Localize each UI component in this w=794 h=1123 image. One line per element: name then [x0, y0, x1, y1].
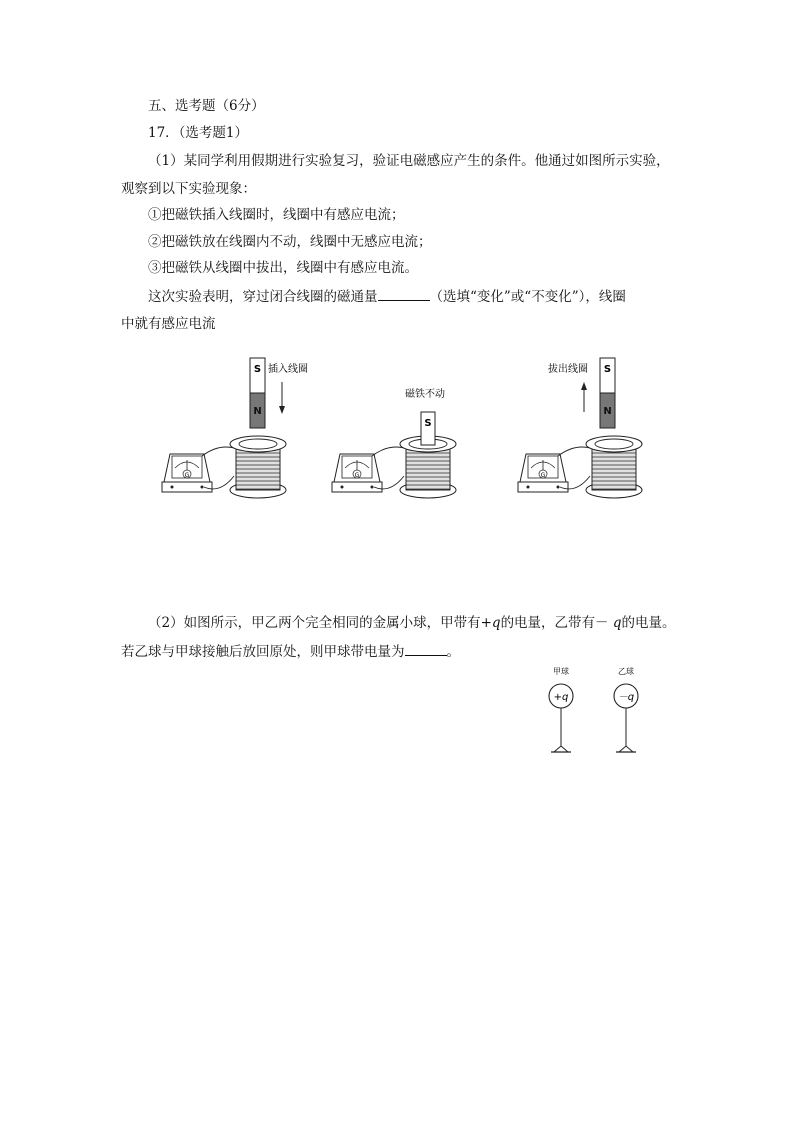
meter-label-3: G — [540, 472, 546, 479]
coil-3 — [586, 436, 642, 498]
observation-2: ②把磁铁放在线圈内不动，线圈中无感应电流； — [148, 234, 432, 250]
charge-q-symbol-2: q — [612, 615, 622, 631]
panel-insert — [162, 358, 308, 498]
answer-blank-2[interactable] — [405, 642, 447, 656]
observation-1: ①把磁铁插入线圈时，线圈中有感应电流； — [148, 207, 405, 223]
part2-line2-after: 。 — [446, 644, 460, 660]
ball-yi-charge: －q — [617, 692, 635, 703]
magnet-s-label-2: S — [424, 418, 432, 429]
meter-label-2: G — [354, 472, 360, 479]
coil-1 — [230, 436, 286, 498]
part2-line2 — [121, 642, 460, 661]
ball-jia-charge: +q — [553, 692, 569, 703]
panel1-label: 插入线圈 — [268, 364, 308, 375]
galvanometer-2 — [332, 454, 382, 492]
induction-experiment-figure — [160, 352, 660, 512]
conclusion-text-after: （选填“变化”或“不变化”），线圈 — [429, 289, 626, 305]
conclusion-text-before: 这次实验表明，穿过闭合线圈的磁通量 — [148, 289, 378, 305]
ball-yi-label: 乙球 — [618, 667, 634, 676]
meter-label-1: G — [184, 472, 190, 479]
ball-jia — [549, 666, 573, 752]
part2-text-a: （2）如图所示，甲乙两个完全相同的金属小球，甲带有+ — [148, 615, 492, 631]
ball-jia-label: 甲球 — [553, 667, 569, 676]
conclusion-line2: 中就有感应电流 — [121, 316, 216, 332]
magnet-n-label-3: N — [603, 406, 612, 417]
question-number: 17．（选考题1） — [148, 125, 249, 141]
part1-intro-line1: （1）某同学利用假期进行实验复习，验证电磁感应产生的条件。他通过如图所示实验， — [148, 153, 670, 169]
panel2-label: 磁铁不动 — [405, 389, 445, 400]
charge-q-symbol-1: q — [491, 615, 501, 631]
galvanometer-1 — [162, 454, 212, 492]
part2-text-b: 的电量，乙带有－ — [500, 615, 613, 631]
magnet-2 — [421, 412, 435, 445]
galvanometer-3 — [518, 454, 568, 492]
observation-3: ③把磁铁从线圈中拔出，线圈中有感应电流。 — [148, 260, 418, 276]
answer-blank-1[interactable] — [378, 287, 430, 301]
charged-balls-figure — [540, 660, 650, 760]
section-title: 五、选考题（6分） — [148, 98, 265, 114]
magnet-n-label-1: N — [253, 406, 262, 417]
magnet-1 — [250, 358, 265, 428]
part2-line2-before: 若乙球与甲球接触后放回原处，则甲球带电量为 — [121, 644, 405, 660]
conclusion-line1 — [148, 287, 626, 306]
magnet-s-label-1: S — [253, 364, 262, 375]
ball-yi — [614, 666, 638, 752]
panel-stationary — [332, 387, 456, 498]
part1-intro-line2: 观察到以下实验现象： — [121, 181, 256, 197]
panel3-label: 拔出线圈 — [548, 364, 588, 375]
magnet-3 — [600, 358, 615, 428]
part2-text-c: 的电量。 — [621, 615, 676, 631]
magnet-s-label-3: S — [603, 364, 612, 375]
part2-line1 — [148, 614, 676, 632]
panel-withdraw — [518, 358, 642, 498]
